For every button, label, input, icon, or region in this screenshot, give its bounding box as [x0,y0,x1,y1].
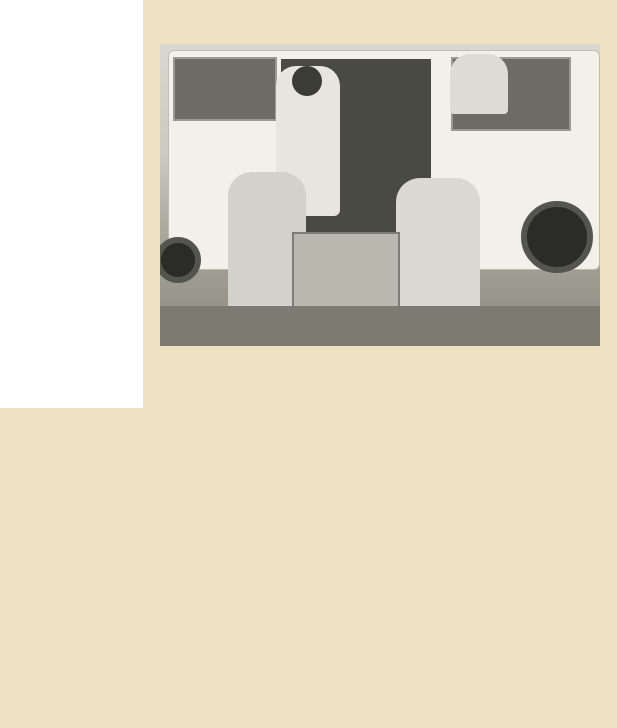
fireman-head [292,66,322,96]
van-rear-wheel [160,237,201,283]
news-photo [160,44,600,346]
ground [160,306,600,346]
van-front-wheel [521,201,593,273]
van-side-window [173,57,277,121]
article-column-2 [160,484,303,728]
article-column-3 [311,484,456,728]
article-column-4 [464,484,610,728]
fireman-in-cab [450,54,508,114]
article-column-1 [8,484,156,728]
